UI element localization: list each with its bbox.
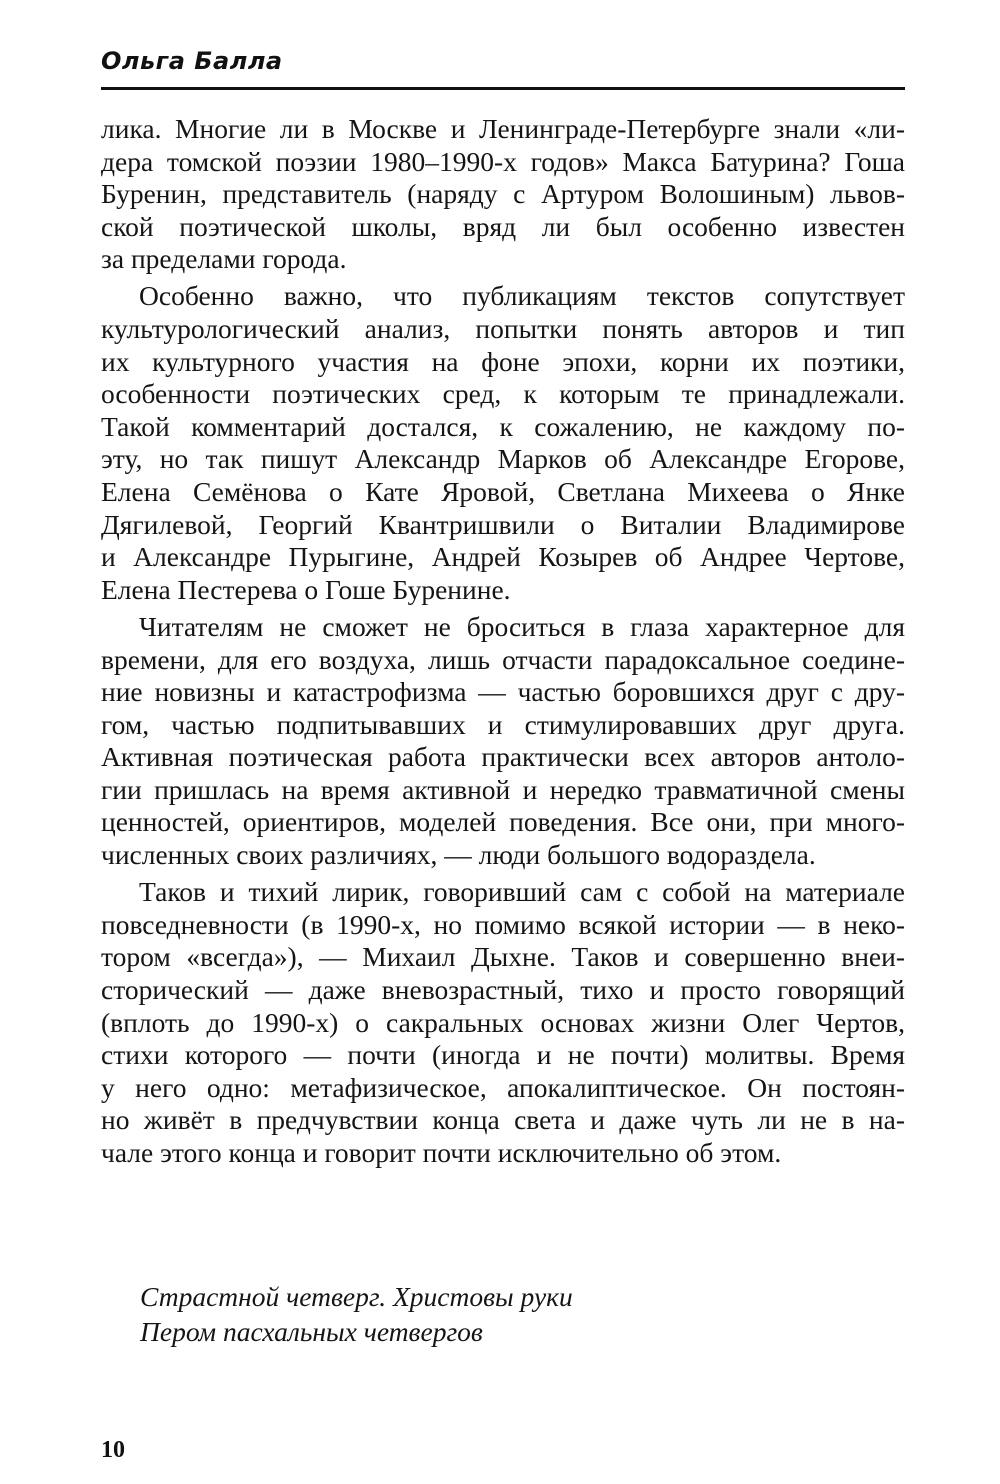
paragraph-3 [101, 611, 905, 872]
text-line: за пределами города. [101, 243, 347, 275]
text-line: численных своих различиях, — люди большого водораздела. [101, 839, 816, 871]
text-line: и Александре Пурыгине, Андрей Козырев об Андрее Чертове, [101, 541, 905, 573]
text-line: стихи которого — почти (иногда и не почти) молитвы. Время [101, 1039, 905, 1071]
header-rule [101, 87, 905, 90]
text-line: Буренин, представитель (наряду с Артуром Волошиным) львов- [101, 178, 905, 210]
paragraph-4 [101, 876, 905, 1169]
poem-excerpt [140, 1279, 840, 1349]
text-line: особенности поэтических сред, к которым те принадлежали. [101, 378, 905, 410]
text-line: эту, но так пишут Александр Марков об Александре Егорове, [101, 443, 905, 475]
text-line: Елена Семёнова о Кате Яровой, Светлана Михеева о Янке [101, 476, 905, 508]
text-line: Дягилевой, Георгий Квантришвили о Виталии Владимирове [101, 508, 905, 540]
text-line: лика. Многие ли в Москве и Ленинграде-Петербурге знали «ли- [101, 113, 905, 144]
body-text [101, 113, 905, 1174]
paragraph-2 [101, 280, 905, 606]
text-line: чале этого конца и говорит почти исключительно об этом. [101, 1136, 782, 1168]
text-line: повседневности (в 1990-х, но помимо всякой истории — в неко- [101, 908, 905, 940]
text-line: времени, для его воздуха, лишь отчасти парадоксальное соедине- [101, 643, 905, 675]
text-line: (вплоть до 1990-х) о сакральных основах жизни Олег Чертов, [101, 1006, 905, 1038]
text-line: дера томской поэзии 1980–1990-х годов» Макса Батурина? Гоша [101, 145, 905, 177]
text-line: Таков и тихий лирик, говоривший сам с собой на материале [139, 876, 905, 908]
poem-line: Пером пасхальных четвергов [140, 1316, 483, 1347]
running-head-author: Ольга Балла [101, 47, 283, 75]
text-line: ценностей, ориентиров, моделей поведения. Все они, при много- [101, 806, 905, 838]
poem-line: Страстной четверг. Христовы руки [140, 1281, 573, 1312]
text-line: гии пришлась на время активной и нередко травматичной смены [101, 773, 905, 805]
text-line: тором «всегда»), — Михаил Дыхне. Таков и совершенно внеи- [101, 941, 905, 973]
text-line: их культурного участия на фоне эпохи, корни их поэтики, [101, 345, 905, 377]
text-line: ние новизны и катастрофизма — частью боровшихся друг с дру- [101, 676, 905, 708]
text-line: гом, частью подпитывавших и стимулировавших друг друга. [101, 708, 905, 740]
text-line: Елена Пестерева о Гоше Буренине. [101, 573, 511, 605]
text-line: но живёт в предчувствии конца света и даже чуть ли не в на- [101, 1104, 905, 1136]
text-line: культурологический анализ, попытки понять авторов и тип [101, 313, 905, 345]
text-line: Особенно важно, что публикациям текстов сопутствует [139, 280, 905, 312]
text-line: ской поэтической школы, вряд ли был особенно известен [101, 210, 905, 242]
page-number: 10 [101, 1437, 125, 1463]
paragraph-1 [101, 113, 905, 276]
text-line: у него одно: метафизическое, апокалиптическое. Он постоян- [101, 1071, 905, 1103]
text-line: Такой комментарий достался, к сожалению, не каждому по- [101, 410, 905, 442]
text-line: Активная поэтическая работа практически всех авторов антоло- [101, 741, 905, 773]
text-line: сторический — даже вневозрастный, тихо и просто говорящий [101, 973, 905, 1005]
text-line: Читателям не сможет не броситься в глаза характерное для [139, 610, 905, 642]
